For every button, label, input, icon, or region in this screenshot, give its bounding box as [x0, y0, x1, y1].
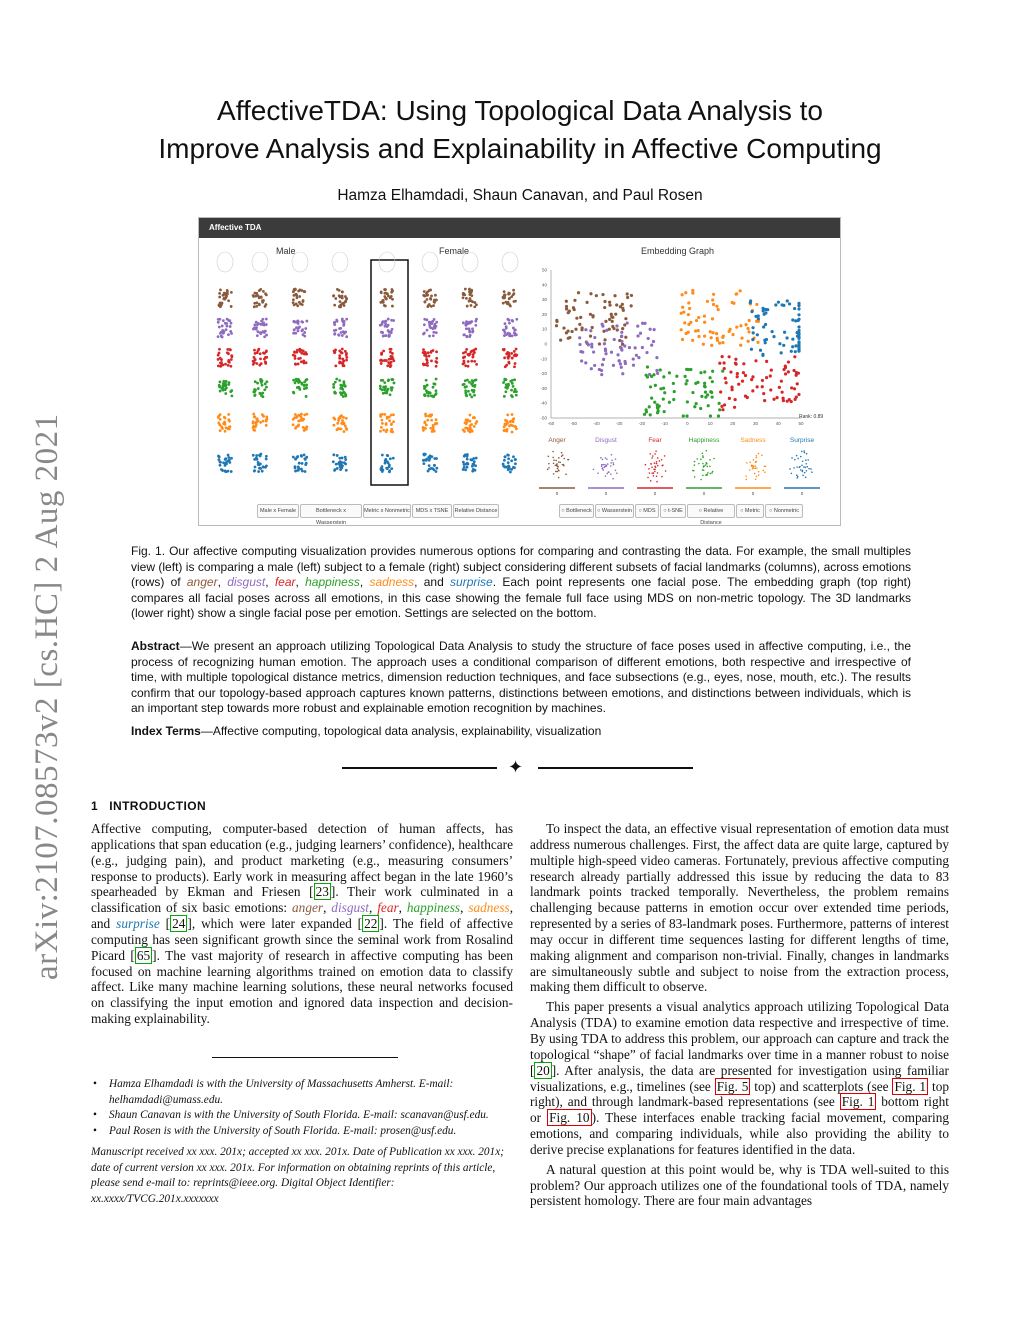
x-tick--40: -40 [593, 421, 600, 426]
caption-disgust: disgust [227, 575, 266, 590]
cluster-r1-c4 [379, 318, 395, 338]
cluster-r3-c5 [423, 378, 438, 399]
section-number: 1 [91, 799, 99, 813]
x-tick-40: 40 [775, 421, 781, 426]
y-tick--10: -10 [540, 356, 547, 362]
cluster-r5-c2 [292, 454, 308, 473]
paper-title [100, 92, 940, 168]
cluster-r2-c4 [379, 348, 395, 368]
selected-column-highlight [371, 260, 408, 485]
manuscript-note: Manuscript received xx xxx. 201x; accepted xx xxx. 201x. Date of Publication xx xxx. 201x; date of current version xx xxx. 201x. For information on obtaining reprints of this article, please send e-mail to: reprints@ieee.org. Digital Object Identifier: xx.xxxx/TVCG.201x.xxxxxxx [91, 1146, 504, 1205]
face-outline-1 [252, 252, 268, 272]
slider-value-happiness: 0 [702, 491, 706, 496]
citation-23[interactable]: 23 [315, 884, 329, 900]
emotion-label-happiness: Happiness [688, 437, 720, 444]
cluster-r1-c5 [422, 318, 438, 337]
landmark-face-sadness [745, 453, 766, 480]
slider-value-disgust: 0 [604, 491, 608, 496]
cluster-r4-c7 [503, 413, 518, 433]
landmark-face-disgust [593, 454, 618, 480]
cluster-r1-c0 [217, 318, 233, 339]
intro-anger: anger [292, 900, 324, 916]
caption-and: , and [414, 575, 451, 590]
caption-surprise: surprise [450, 575, 493, 590]
x-tick-0: 0 [686, 421, 689, 426]
cluster-r2-c1 [252, 348, 268, 367]
cluster-r5-c4 [380, 454, 395, 474]
landmark-face-anger [547, 451, 569, 479]
footnotes [91, 1077, 513, 1207]
slider-value-fear: 0 [653, 491, 657, 496]
fig5-link[interactable]: Fig. 5 [716, 1078, 749, 1094]
emotion-label-fear: Fear [648, 437, 662, 444]
toggle-mds-x-tsne[interactable]: MDS x TSNE [412, 504, 452, 518]
caption-anger: anger [186, 575, 218, 590]
face-outline-6 [462, 252, 478, 272]
abstract-text: —We present an approach utilizing Topological Data Analysis to study the structure of face poses used in affective computing, i.e., the process of recognizing human emotion. The approach uses a conditional comparison of different emotions, both respective and irrespective of time, with multiple topological distance metrics, dimension reduction techniques, and face subsections (e.g., eyes, nose, mouth, etc.). The results confirm that our topology-based approach captures known patterns, distinctions between emotions, and distinctions between individuals, which is an important step towards more robust and explainable emotion recognition by machines. [131, 639, 911, 716]
cluster-r4-c0 [217, 413, 231, 433]
cluster-r2-c2 [292, 348, 308, 366]
radio-metric[interactable]: ○ Metric [736, 504, 764, 518]
fig1-link-top[interactable]: Fig. 1 [894, 1078, 927, 1094]
cluster-r5-c5 [422, 453, 438, 473]
embedding-graph-title: Embedding Graph [641, 246, 715, 256]
cluster-r3-c0 [218, 380, 233, 397]
citation-22[interactable]: 22 [364, 916, 378, 932]
radio-bottleneck[interactable]: ○ Bottleneck [559, 504, 594, 518]
footnote-canavan: • Shaun Canavan is with the University of South Florida. E-mail: scanavan@usf.edu. [91, 1108, 513, 1124]
citation-65[interactable]: 65 [136, 947, 151, 963]
caption-text-end: . Each point represents one facial pose. The embedding graph (top right) compares all facial poses across all emotions, in this case showing the female full face using MDS on non-metric topology. The 3D landmarks (lower right) show a single facial pose per emotion. Settings are selected on the bottom. [131, 575, 912, 621]
intro-disgust: disgust [331, 900, 369, 916]
radio-mds[interactable]: ○ MDS [635, 504, 659, 518]
emotion-label-anger: Anger [548, 437, 566, 444]
face-outline-5 [422, 252, 438, 272]
intro-paragraph: Affective computing, computer-based detection of human affects, has applications that span education (e.g., judging learners’ confidence), healthcare (e.g., judging pain), and product marketing (e.g., measuring consumers’ response to products). Early work in measuring affect began in the late 1960’s spearheaded by Ekman and Friesen [ 23 ]. Their work culminated in a classification of six basic emotions: anger, disgust, fear, happiness, sadness, and surprise [ 24 ], which were later expanded [ 22 ]. The field of affective computing has seen significant growth since the seminal work from Rosalind Picard [ 65 ]. The vast majority of research in affective computing has been focused on machine learning algorithms trained on emotion data to classify affect. Like many machine learning solutions, these neural networks focused on classifying the input emotion and ignored data inspection and decision-making explainability. [91, 821, 514, 1027]
abstract-label: Abstract [131, 639, 180, 653]
caption-sadness: sadness [369, 575, 415, 590]
face-outline-7 [502, 252, 518, 272]
x-tick-10: 10 [707, 421, 713, 426]
cluster-r3-c6 [462, 379, 478, 399]
x-tick--60: -60 [547, 421, 555, 426]
left-column [91, 821, 513, 1027]
embedding-series-fear [718, 355, 800, 411]
cluster-r0-c4 [379, 288, 394, 307]
face-outline-3 [332, 252, 348, 272]
y-tick-10: 10 [541, 326, 547, 332]
app-name: Affective TDA [209, 223, 262, 232]
embedding-series-sadness [680, 289, 761, 347]
cluster-r1-c1 [252, 318, 268, 338]
right-paragraph-3: A natural question at this point would be, why is TDA well-suited to this problem? Our approach utilizes one of the foundational tools of TDA, namely persistent homology. There are four main advantages [530, 1161, 949, 1209]
index-terms-text: —Affective computing, topological data analysis, explainability, visualization [200, 724, 602, 738]
female-label: Female [439, 246, 470, 256]
figure-canvas [199, 218, 840, 525]
landmark-faces [539, 450, 820, 496]
small-multiples-view [217, 252, 519, 473]
embedding-scatterplot [540, 268, 804, 427]
x-tick--50: -50 [570, 421, 577, 426]
cluster-r3-c2 [292, 378, 308, 398]
intro-sadness: sadness [468, 900, 510, 916]
x-tick--20: -20 [638, 421, 646, 426]
cluster-r3-c7 [502, 378, 518, 398]
cluster-r2-c6 [462, 348, 478, 368]
emotion-label-disgust: Disgust [595, 437, 617, 444]
face-outline-0 [217, 252, 233, 272]
cluster-r3-c3 [332, 378, 347, 398]
landmark-face-surprise [789, 450, 813, 478]
emotion-label-sadness: Sadness [740, 437, 766, 444]
cluster-r2-c7 [502, 348, 518, 369]
y-tick-0: 0 [544, 341, 547, 347]
toggle-male-x-female[interactable]: Male x Female [257, 504, 299, 518]
embedding-series-happiness [643, 365, 724, 417]
cluster-r0-c0 [218, 289, 233, 309]
cluster-r5-c1 [252, 453, 268, 473]
title-line-1: AffectiveTDA: Using Topological Data Analysis to [217, 95, 823, 126]
radio-nonmetric[interactable]: ○ Nonmetric [765, 504, 803, 518]
right-paragraph-1: To inspect the data, an effective visual representation of emotion data must address numerous challenges. First, the affect data are quite large, captured by multiple high-speed video cameras. Fortunately, previous affective computing research already partially addressed this issue by reducing the data to 83 landmark points tracked temporally. Nevertheless, the problem remains challenging because patterns in emotion occur over extended time periods, represented by a series of 83-landmark poses. Furthermore, patterns of interest may occur in different time sequences lasting for different lengths of time, making alignment and comparison non-trivial. Finally, changes in landmarks are simultaneously subtle and subject to noise from the extraction process, making them difficult to observe. [530, 821, 949, 995]
radio-relative-distance[interactable]: ○ Relative Distance [687, 504, 735, 518]
y-tick--40: -40 [540, 400, 547, 406]
title-line-2: Improve Analysis and Explainability in Affective Computing [158, 133, 882, 164]
intro-surprise: surprise [116, 916, 160, 932]
cluster-r0-c3 [332, 288, 348, 308]
cluster-r4-c6 [462, 414, 478, 434]
embedding-series-surprise [749, 299, 801, 357]
y-tick-30: 30 [541, 297, 547, 303]
y-tick--50: -50 [540, 415, 547, 421]
right-column [530, 821, 949, 1209]
cluster-r0-c7 [502, 289, 517, 308]
cluster-r0-c5 [422, 289, 438, 308]
slider-value-surprise: 0 [800, 491, 804, 496]
landmark-face-fear [645, 450, 667, 482]
arxiv-identifier: arXiv:2107.08573v2 [cs.HC] 2 Aug 2021 [29, 413, 65, 980]
fig10-link[interactable]: Fig. 10 [549, 1110, 590, 1126]
cluster-r1-c2 [292, 319, 308, 337]
radio-wasserstein[interactable]: ○ Wasserstein [595, 504, 634, 518]
radio-t-sne[interactable]: ○ t-SNE [660, 504, 686, 518]
cluster-r1-c3 [333, 318, 348, 338]
toggle-metric-x-nonmetric[interactable]: Metric x Nonmetric [363, 504, 411, 518]
cluster-r2-c0 [217, 348, 234, 368]
y-tick--30: -30 [540, 385, 547, 391]
index-terms-label: Index Terms [131, 724, 201, 738]
slider-value-sadness: 0 [751, 491, 755, 496]
cluster-r2-c3 [333, 348, 349, 368]
footnote-rule [212, 1057, 398, 1058]
face-outline-4 [379, 252, 395, 272]
cluster-r2-c5 [422, 348, 439, 367]
author-list: Hamza Elhamdadi, Shaun Canavan, and Paul Rosen [337, 187, 703, 204]
caption-text: Our affective computing visualization provides numerous options for comparing and contrasting the data. For example, the small multiples view (left) is comparing a male (left) subject to a female (right) subject considering different subsets of facial landmarks (columns), across emotions (rows) of [131, 544, 911, 590]
cluster-r5-c6 [462, 453, 478, 472]
cluster-r5-c3 [332, 453, 348, 471]
cluster-r0-c6 [462, 288, 478, 309]
caption-happiness: happiness [305, 575, 360, 590]
male-label: Male [276, 246, 296, 256]
cluster-r4-c2 [292, 413, 309, 432]
y-tick-50: 50 [541, 267, 547, 273]
section-separator [342, 759, 698, 779]
citation-20[interactable]: 20 [536, 1062, 550, 1078]
cluster-r0-c1 [252, 288, 268, 308]
footnote-elhamdadi: • Hamza Elhamdadi is with the University of Massachusetts Amherst. E-mail: helhamdadi@umass.edu. [91, 1077, 513, 1108]
cluster-r5-c7 [502, 453, 517, 473]
y-tick-20: 20 [541, 311, 547, 317]
caption-label: Fig. 1. [131, 544, 166, 558]
cluster-r4-c3 [332, 414, 348, 433]
toggle-relative-distance[interactable]: Relative Distance [453, 504, 499, 518]
section-title: INTRODUCTION [109, 799, 207, 813]
slider-value-anger: 0 [555, 491, 559, 496]
figure-caption: Fig. 1. Our affective computing visualization provides numerous options for comparing and contrasting the data. For example, the small multiples view (left) is comparing a male (left) subject to a female (right) subject considering different subsets of facial landmarks (columns), across emotions (rows) of anger, disgust, fear, happiness, sadness, and surprise. Each point represents one facial pose. The embedding graph (top right) compares all facial poses across all emotions, in this case showing the female full face using MDS on non-metric topology. The 3D landmarks (lower right) show a single facial pose per emotion. Settings are selected on the bottom. [131, 544, 912, 621]
cluster-r5-c0 [217, 454, 233, 473]
right-paragraph-2: This paper presents a visual analytics approach utilizing Topological Data Analysis (TDA) to examine emotion data respective and irrespective of time. By using TDA to address this problem, our approach can capture and track the topological “shape” of facial landmarks over time in a manner robust to noise [ 20 ]. After analysis, the data are presented for investigation using familiar visualizations, e.g., timelines (see Fig. 5 top) and scatterplots (see Fig. 1 top right), and through landmark-based representations (see Fig. 1 bottom right or Fig. 10 ). These interfaces enable tracking facial movement, comparing emotions, and comparing individuals, while also providing the ability to derive precise explanations for features identified in the data. [530, 999, 949, 1157]
cluster-r1-c7 [502, 318, 518, 337]
cluster-r4-c5 [422, 413, 439, 433]
x-tick-20: 20 [730, 421, 736, 426]
abstract [131, 639, 911, 717]
citation-24[interactable]: 24 [172, 916, 186, 932]
caption-fear: fear [274, 575, 296, 590]
separator-star-icon: ✦ [508, 757, 524, 777]
x-tick-30: 30 [753, 421, 759, 426]
intro-happiness: happiness [406, 900, 461, 916]
fig1-link-bottom[interactable]: Fig. 1 [841, 1094, 875, 1110]
cluster-r4-c4 [379, 413, 395, 433]
index-terms [131, 724, 911, 740]
cluster-r3-c1 [252, 378, 268, 398]
x-tick-50: 50 [798, 421, 804, 426]
x-tick--10: -10 [661, 421, 668, 426]
toggle-bottleneck-x-wasserstein[interactable]: Bottleneck x Wasserstein [300, 504, 362, 518]
x-tick--30: -30 [615, 421, 623, 426]
cluster-r3-c4 [379, 378, 395, 396]
landmark-face-happiness [692, 450, 715, 480]
y-tick--20: -20 [540, 371, 547, 377]
face-outline-2 [292, 252, 308, 272]
rank-label: Rank: 0.89 [799, 414, 824, 420]
cluster-r0-c2 [292, 288, 306, 308]
intro-fear: fear [377, 900, 399, 916]
cluster-r1-c6 [462, 318, 478, 338]
cluster-r4-c1 [252, 413, 269, 432]
y-tick-40: 40 [541, 282, 547, 288]
section-heading [91, 799, 206, 813]
figure-1 [198, 217, 841, 526]
emotion-label-surprise: Surprise [789, 437, 815, 444]
footnote-rosen: • Paul Rosen is with the University of South Florida. E-mail: prosen@usf.edu. [91, 1124, 513, 1140]
